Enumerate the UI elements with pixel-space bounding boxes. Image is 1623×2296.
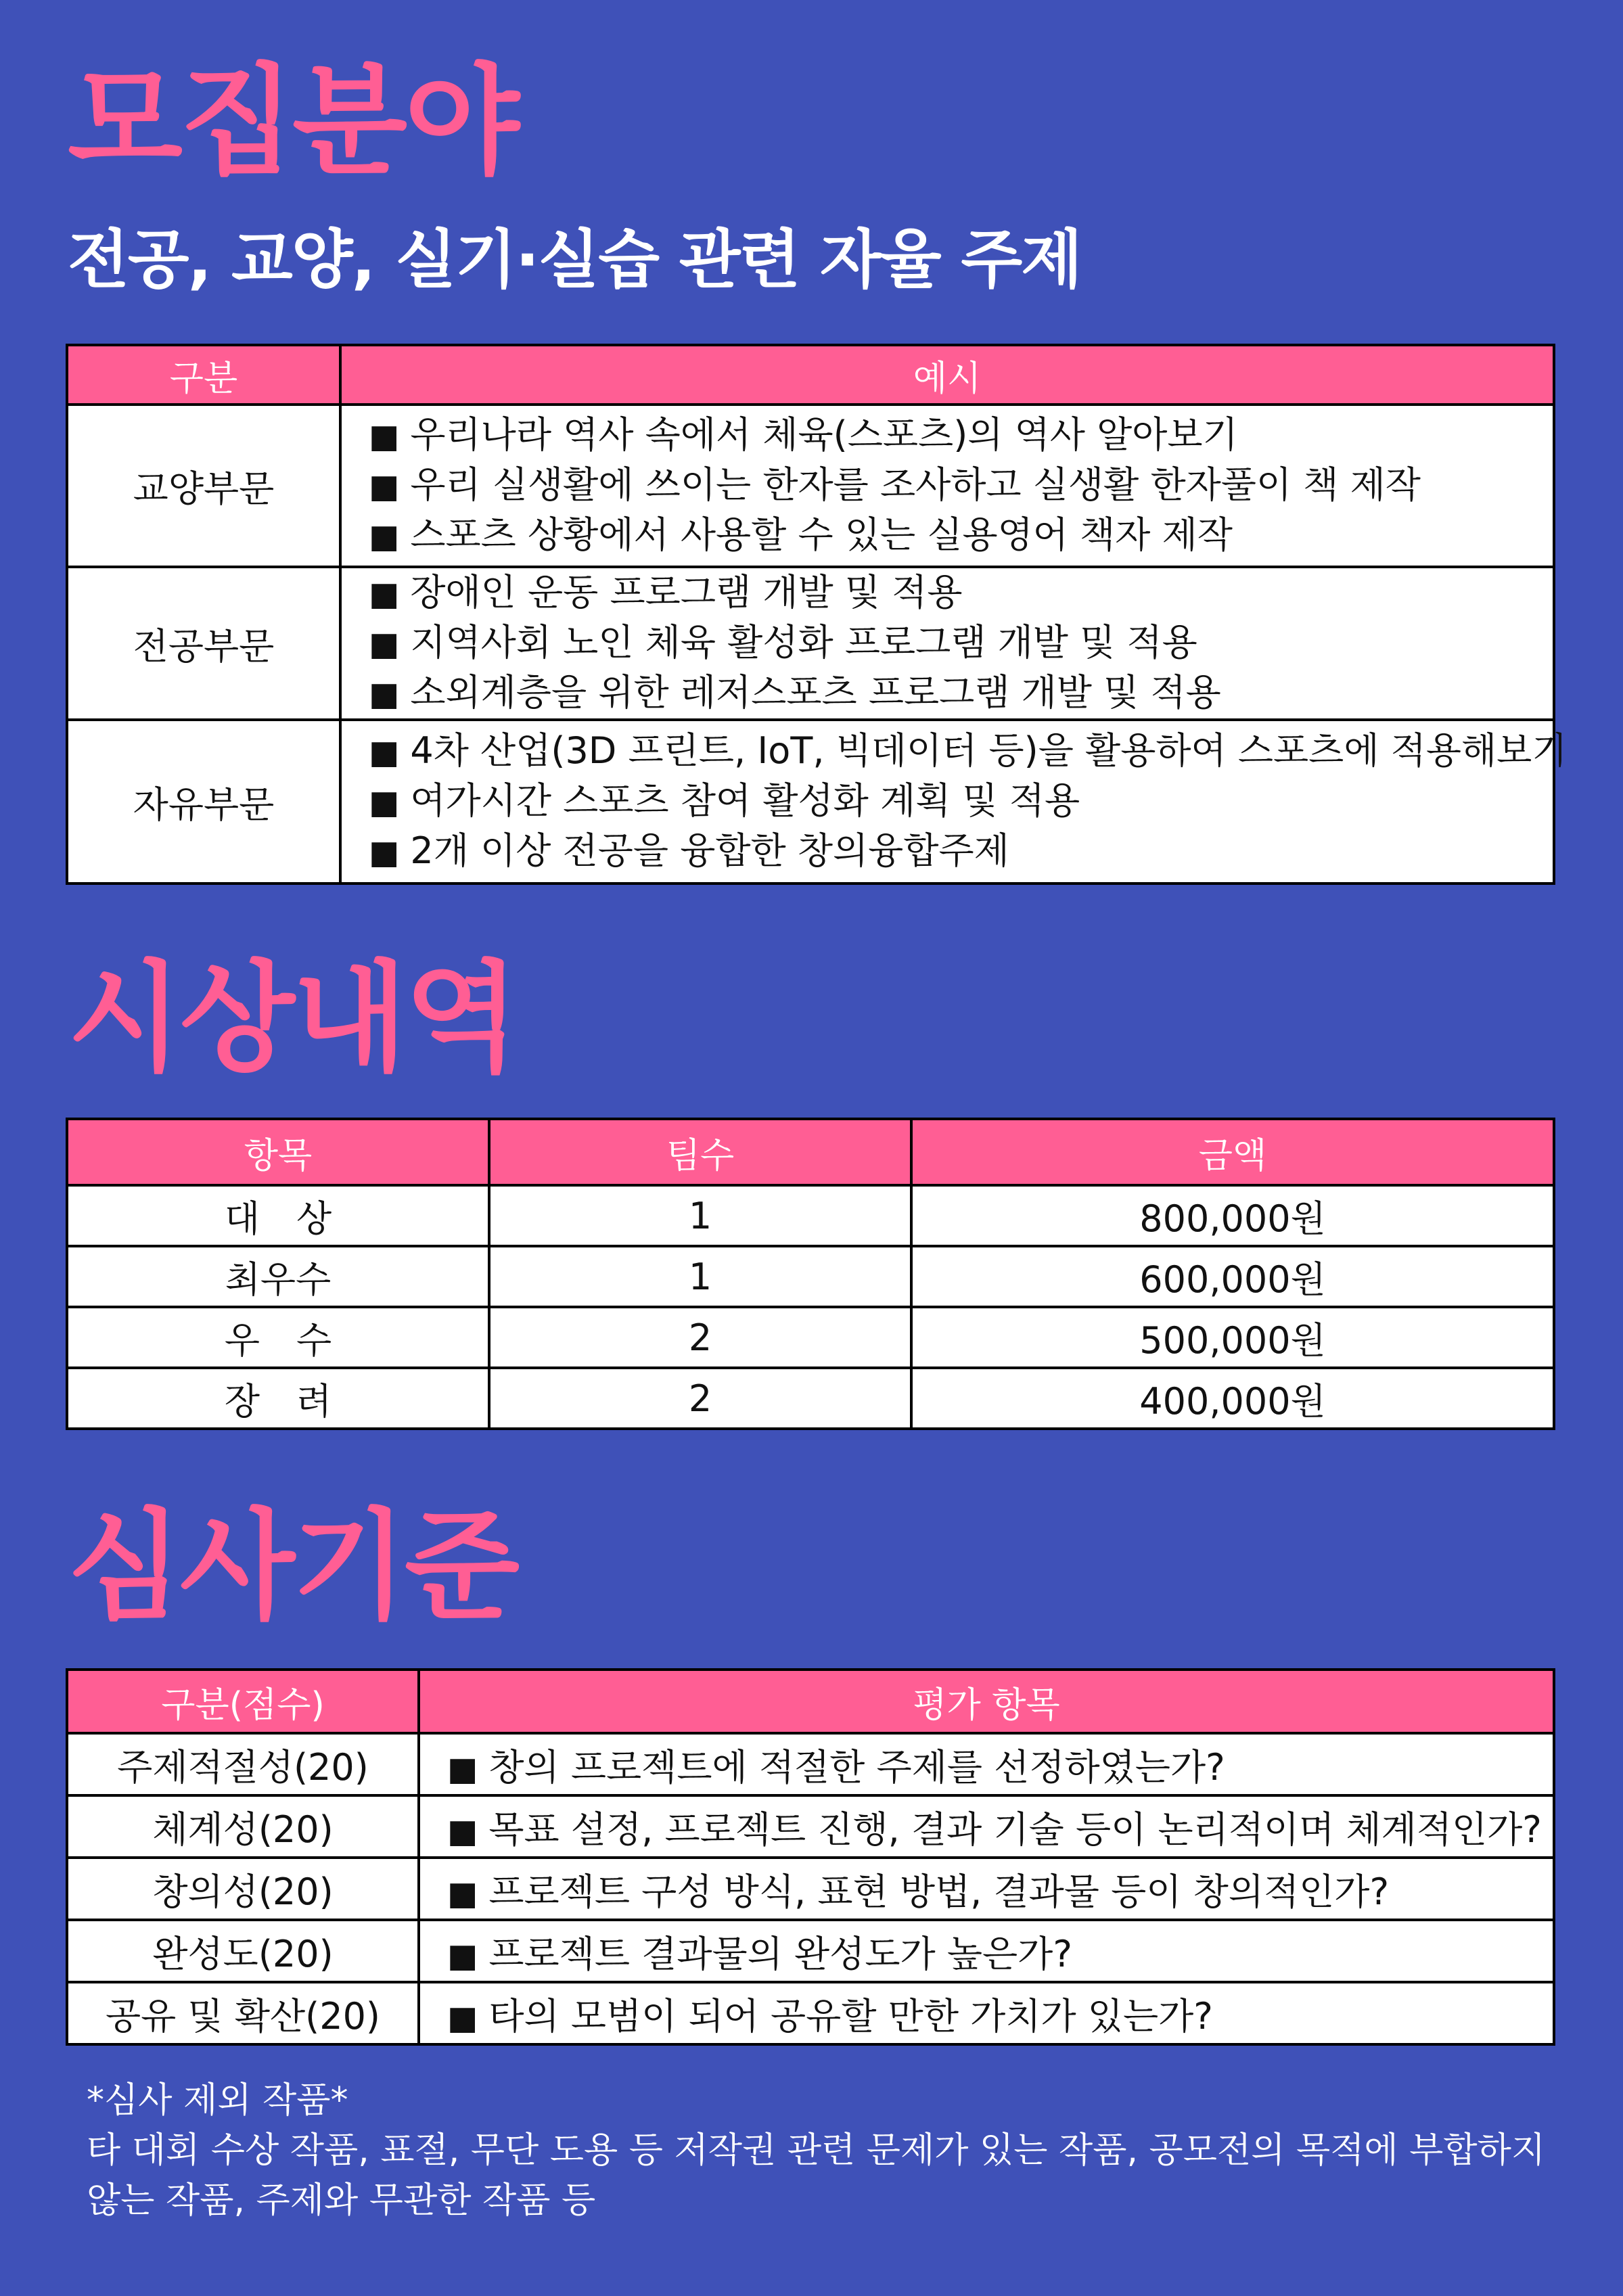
award-teams: 1 bbox=[489, 1246, 911, 1307]
square-bullet-icon: ■ bbox=[369, 518, 400, 555]
category-cell: 교양부문 bbox=[67, 405, 340, 567]
square-bullet-icon: ■ bbox=[447, 1749, 478, 1788]
square-bullet-icon: ■ bbox=[447, 1874, 478, 1912]
award-teams: 2 bbox=[489, 1307, 911, 1368]
table-row bbox=[67, 1246, 1554, 1307]
criteria-category: 창의성(20) bbox=[67, 1858, 419, 1920]
square-bullet-icon: ■ bbox=[447, 1998, 478, 2037]
award-teams: 2 bbox=[489, 1368, 911, 1429]
examples-cell bbox=[340, 720, 1568, 883]
header-examples: 예시 bbox=[340, 345, 1554, 405]
table-row bbox=[67, 567, 1554, 720]
criteria-category: 체계성(20) bbox=[67, 1795, 419, 1858]
category-cell: 자유부문 bbox=[67, 720, 340, 883]
square-bullet-icon: ■ bbox=[369, 467, 400, 505]
table-row bbox=[67, 1307, 1554, 1368]
header-amount: 금액 bbox=[911, 1119, 1554, 1185]
table-row bbox=[67, 1920, 1554, 1982]
criteria-category: 주제적절성(20) bbox=[67, 1733, 419, 1795]
square-bullet-icon: ■ bbox=[369, 733, 400, 771]
square-bullet-icon: ■ bbox=[369, 625, 400, 663]
table-row bbox=[67, 1795, 1554, 1858]
table-header-row bbox=[67, 1119, 1554, 1185]
category-cell: 전공부문 bbox=[67, 567, 340, 720]
example-item: ■ 소외계층을 위한 레저스포츠 프로그램 개발 및 적용 bbox=[369, 671, 1221, 714]
exclusion-note bbox=[87, 2075, 1575, 2226]
award-name: 장 려 bbox=[67, 1368, 489, 1429]
criteria-item: ■ 프로젝트 결과물의 완성도가 높은가? bbox=[419, 1920, 1554, 1982]
header-teams: 팀수 bbox=[489, 1119, 911, 1185]
square-bullet-icon: ■ bbox=[447, 1812, 478, 1850]
square-bullet-icon: ■ bbox=[447, 1936, 478, 1975]
award-name: 대 상 bbox=[67, 1185, 489, 1246]
criteria-item: ■ 목표 설정, 프로젝트 진행, 결과 기술 등이 논리적이며 체계적인가? bbox=[419, 1795, 1554, 1858]
example-item: ■ 4차 산업(3D 프린트, IoT, 빅데이터 등)을 활용하여 스포츠에 적용해보기 bbox=[369, 729, 1568, 772]
example-item: ■ 장애인 운동 프로그램 개발 및 적용 bbox=[369, 571, 963, 614]
example-item: ■ 2개 이상 전공을 융합한 창의융합주제 bbox=[369, 829, 1009, 872]
awards-title: 시상내역 bbox=[68, 949, 518, 1088]
header-category: 구분 bbox=[67, 345, 340, 405]
award-amount: 400,000원 bbox=[911, 1368, 1554, 1429]
table-row bbox=[67, 720, 1554, 883]
table-row bbox=[67, 405, 1554, 567]
example-item: ■ 지역사회 노인 체육 활성화 프로그램 개발 및 적용 bbox=[369, 621, 1197, 664]
table-row bbox=[67, 1982, 1554, 2044]
table-row bbox=[67, 1858, 1554, 1920]
award-amount: 800,000원 bbox=[911, 1185, 1554, 1246]
table-header-row bbox=[67, 345, 1554, 405]
criteria-category: 완성도(20) bbox=[67, 1920, 419, 1982]
example-item: ■ 우리 실생활에 쓰이는 한자를 조사하고 실생활 한자풀이 책 제작 bbox=[369, 463, 1421, 506]
award-amount: 600,000원 bbox=[911, 1246, 1554, 1307]
award-name: 최우수 bbox=[67, 1246, 489, 1307]
criteria-category: 공유 및 확산(20) bbox=[67, 1982, 419, 2044]
criteria-table bbox=[66, 1668, 1555, 2046]
example-item: ■ 스포츠 상황에서 사용할 수 있는 실용영어 책자 제작 bbox=[369, 513, 1233, 556]
square-bullet-icon: ■ bbox=[369, 783, 400, 821]
recruitment-title: 모집분야 bbox=[68, 52, 518, 191]
example-item: ■ 여가시간 스포츠 참여 활성화 계획 및 적용 bbox=[369, 779, 1080, 822]
award-name: 우 수 bbox=[67, 1307, 489, 1368]
award-teams: 1 bbox=[489, 1185, 911, 1246]
square-bullet-icon: ■ bbox=[369, 833, 400, 871]
header-evaluation-item: 평가 항목 bbox=[419, 1670, 1554, 1733]
table-row bbox=[67, 1368, 1554, 1429]
criteria-item: ■ 창의 프로젝트에 적절한 주제를 선정하였는가? bbox=[419, 1733, 1554, 1795]
table-row bbox=[67, 1733, 1554, 1795]
recruitment-table bbox=[66, 344, 1568, 885]
table-header-row bbox=[67, 1670, 1554, 1733]
examples-cell bbox=[340, 567, 1554, 720]
criteria-item: ■ 프로젝트 구성 방식, 표현 방법, 결과물 등이 창의적인가? bbox=[419, 1858, 1554, 1920]
header-item: 항목 bbox=[67, 1119, 489, 1185]
awards-table bbox=[66, 1118, 1555, 1430]
header-category-score: 구분(점수) bbox=[67, 1670, 419, 1733]
note-line: 않는 작품, 주제와 무관한 작품 등 bbox=[87, 2180, 596, 2221]
square-bullet-icon: ■ bbox=[369, 675, 400, 713]
square-bullet-icon: ■ bbox=[369, 417, 400, 455]
examples-cell bbox=[340, 405, 1554, 567]
criteria-title: 심사기준 bbox=[68, 1497, 518, 1636]
square-bullet-icon: ■ bbox=[369, 575, 400, 613]
recruitment-subtitle: 전공, 교양, 실기·실습 관련 자율 주제 bbox=[68, 223, 1082, 297]
award-amount: 500,000원 bbox=[911, 1307, 1554, 1368]
criteria-item: ■ 타의 모범이 되어 공유할 만한 가치가 있는가? bbox=[419, 1982, 1554, 2044]
table-row bbox=[67, 1185, 1554, 1246]
note-heading: *심사 제외 작품* bbox=[87, 2080, 348, 2121]
example-item: ■ 우리나라 역사 속에서 체육(스포츠)의 역사 알아보기 bbox=[369, 413, 1238, 456]
note-line: 타 대회 수상 작품, 표절, 무단 도용 등 저작권 관련 문제가 있는 작품, 공모전의 목적에 부합하지 bbox=[87, 2130, 1546, 2171]
